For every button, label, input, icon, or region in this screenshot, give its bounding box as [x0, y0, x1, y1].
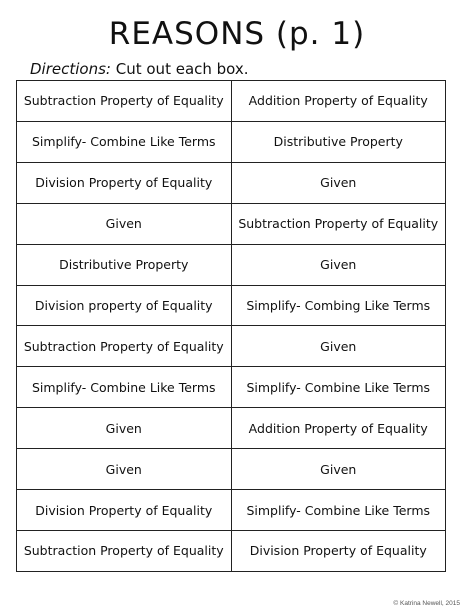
directions	[30, 60, 249, 78]
reason-cell: Subtraction Property of Equality	[17, 530, 232, 571]
reason-cell: Given	[231, 449, 446, 490]
table-row	[17, 490, 446, 531]
reason-cell: Division property of Equality	[17, 285, 232, 326]
reason-cell: Given	[231, 244, 446, 285]
reason-cell: Simplify- Combing Like Terms	[231, 285, 446, 326]
reason-cell: Simplify- Combine Like Terms	[17, 121, 232, 162]
page-title: REASONS (p. 1)	[108, 16, 366, 52]
table-row	[17, 162, 446, 203]
directions-text: Cut out each box.	[115, 60, 249, 78]
reason-cell: Division Property of Equality	[231, 530, 446, 571]
table-row	[17, 449, 446, 490]
reason-cell: Simplify- Combine Like Terms	[231, 490, 446, 531]
reason-cell: Addition Property of Equality	[231, 81, 446, 122]
reason-cell: Simplify- Combine Like Terms	[17, 367, 232, 408]
reason-cell: Given	[231, 162, 446, 203]
table-row	[17, 121, 446, 162]
table-row	[17, 285, 446, 326]
table-row	[17, 367, 446, 408]
table-row	[17, 408, 446, 449]
table-row	[17, 203, 446, 244]
reason-cell: Division Property of Equality	[17, 162, 232, 203]
reason-cell: Subtraction Property of Equality	[231, 203, 446, 244]
reason-cell: Division Property of Equality	[17, 490, 232, 531]
table-row	[17, 530, 446, 571]
copyright-footer: © Katrina Newell, 2015	[393, 600, 460, 607]
reasons-table	[16, 80, 446, 572]
directions-label: Directions:	[30, 60, 111, 78]
reason-cell: Distributive Property	[17, 244, 232, 285]
reason-cell: Given	[17, 203, 232, 244]
table-row	[17, 244, 446, 285]
reason-cell: Subtraction Property of Equality	[17, 81, 232, 122]
table-row	[17, 326, 446, 367]
reason-cell: Subtraction Property of Equality	[17, 326, 232, 367]
reason-cell: Given	[231, 326, 446, 367]
reason-cell: Distributive Property	[231, 121, 446, 162]
reason-cell: Simplify- Combine Like Terms	[231, 367, 446, 408]
reason-cell: Given	[17, 449, 232, 490]
reason-cell: Addition Property of Equality	[231, 408, 446, 449]
reason-cell: Given	[17, 408, 232, 449]
table-row	[17, 81, 446, 122]
